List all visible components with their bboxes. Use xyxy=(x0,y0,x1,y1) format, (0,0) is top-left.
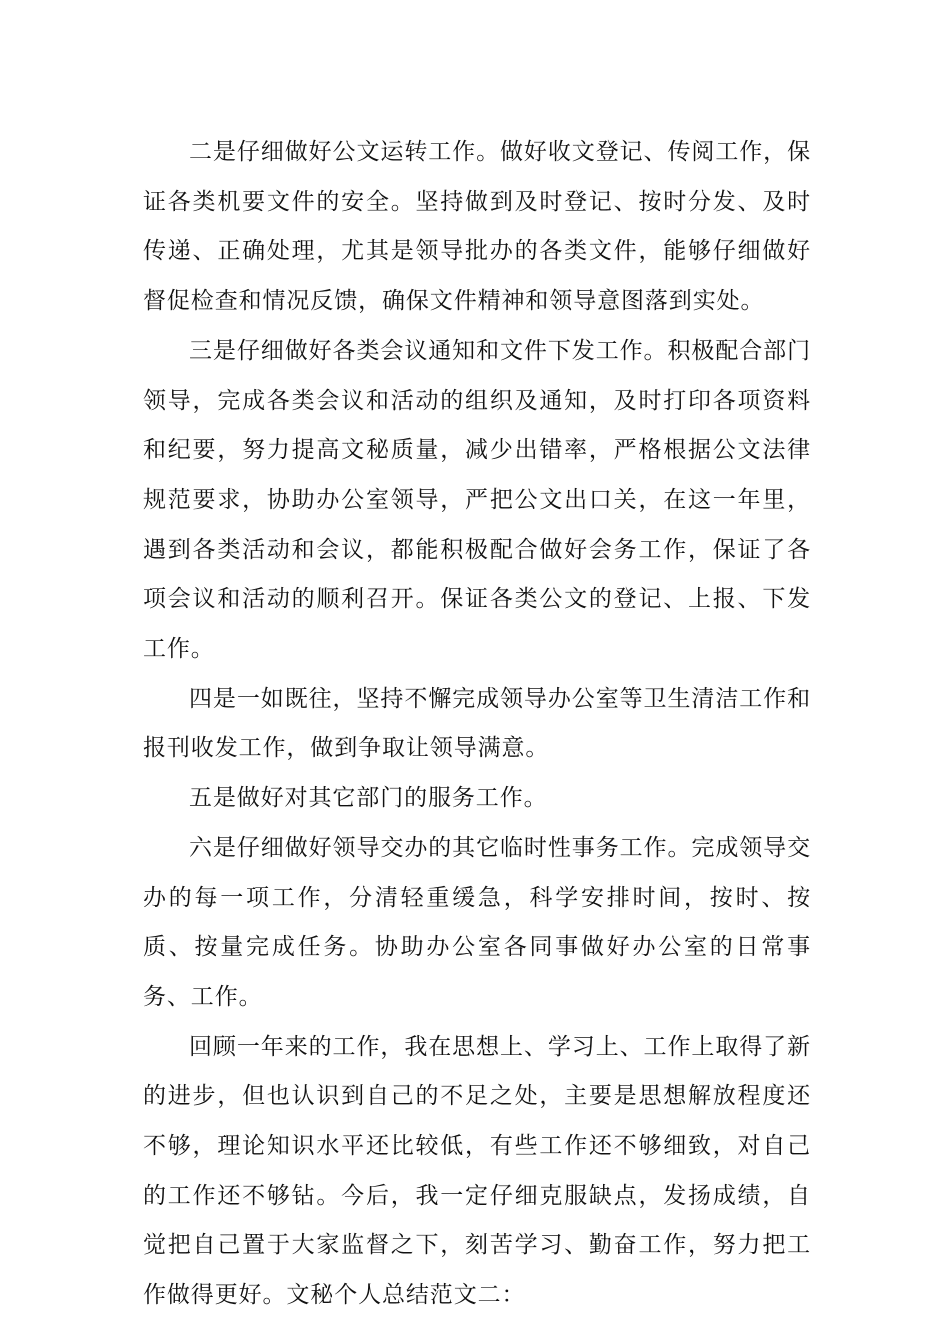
paragraph-4-office-cleaning: 四是一如既往，坚持不懈完成领导办公室等卫生清洁工作和报刊收发工作，做到争取让领导满意。 xyxy=(143,685,811,762)
paragraph-2-official-documents: 二是仔细做好公文运转工作。做好收文登记、传阅工作，保证各类机要文件的安全。坚持做到及时登记、按时分发、及时传递、正确处理，尤其是领导批办的各类文件，能够仔细做好督促检查和情况反馈，确保文件精神和领导意图落到实处。 xyxy=(143,139,811,315)
paragraph-review-summary: 回顾一年来的工作，我在思想上、学习上、工作上取得了新的进步，但也认识到自己的不足之处，主要是思想解放程度还不够，理论知识水平还比较低，有些工作还不够细致，对自己的工作还不够钻。今后，我一定仔细克服缺点，发扬成绩，自觉把自己置于大家监督之下，刻苦学习、勤奋工作，努力把工作做得更好。文秘个人总结范文二： xyxy=(143,1033,811,1309)
document-body xyxy=(143,128,811,1321)
paragraph-5-service-work: 五是做好对其它部门的服务工作。 xyxy=(189,785,548,812)
paragraph-3-meeting-notices: 三是仔细做好各类会议通知和文件下发工作。积极配合部门领导，完成各类会议和活动的组织及通知，及时打印各项资料和纪要，努力提高文秘质量，减少出错率，严格根据公文法律规范要求，协助办公室领导，严把公文出口关，在这一年里，遇到各类活动和会议，都能积极配合做好会务工作，保证了各项会议和活动的顺利召开。保证各类公文的登记、上报、下发工作。 xyxy=(143,337,811,663)
paragraph-6-temporary-tasks: 六是仔细做好领导交办的其它临时性事务工作。完成领导交办的每一项工作，分清轻重缓急，科学安排时间，按时、按质、按量完成任务。协助办公室各同事做好办公室的日常事务、工作。 xyxy=(143,834,811,1010)
